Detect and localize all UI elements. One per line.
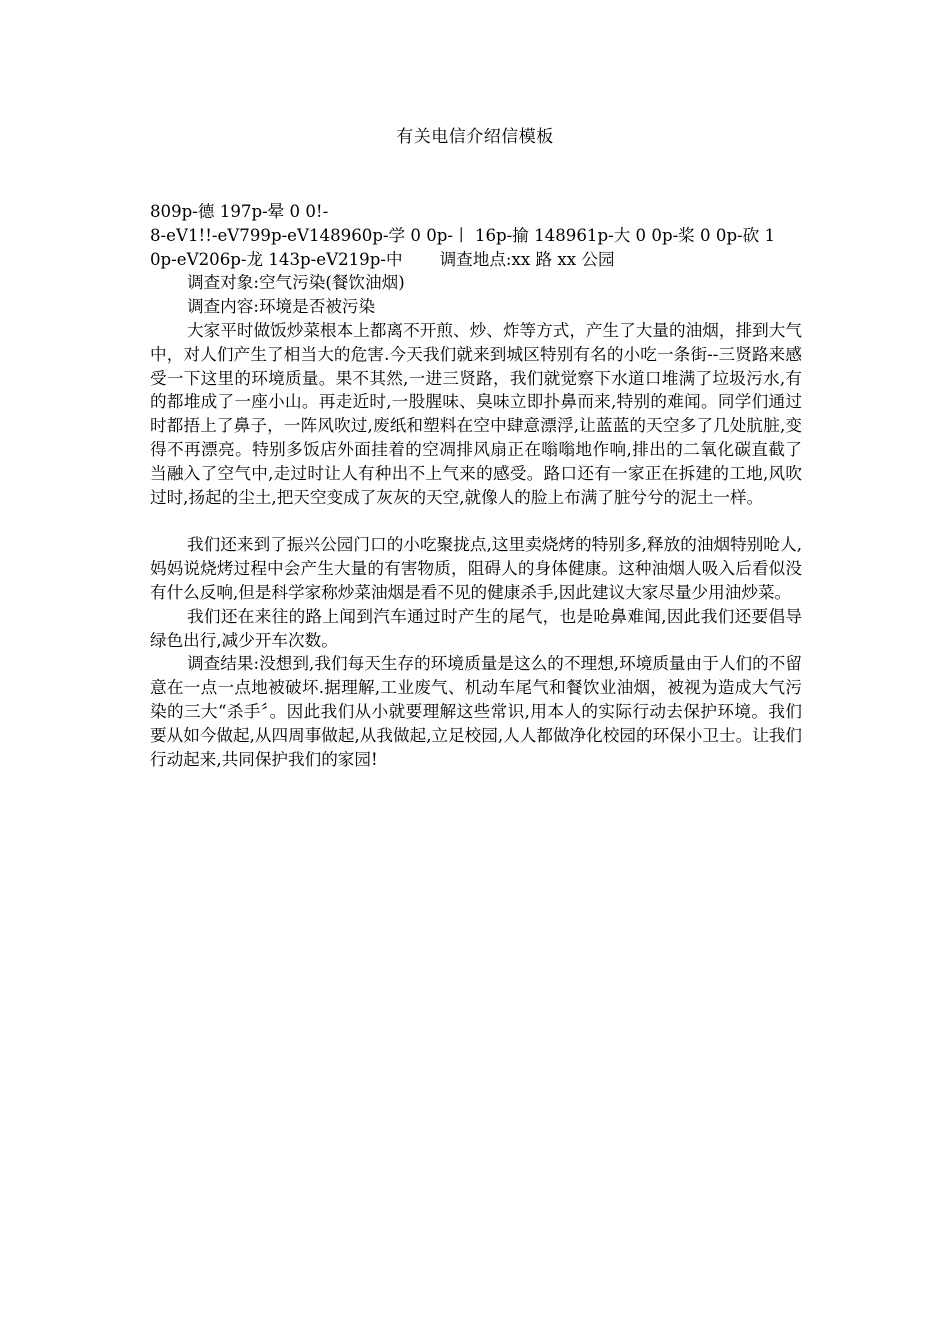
header-line-3: [150, 248, 802, 272]
survey-content: 调查内容:环境是否被污染: [187, 297, 376, 317]
paragraph-1: 大家平时做饭炒菜根本上都离不开煎、炒、炸等方式，产生了大量的油烟，排到大气中，对人们产生了相当大的危害.今天我们就来到城区特别有名的小吃一条街--三贤路来感受一下这里的环境质量。果不其然,一进三贤路，我们就觉察下水道口堆满了垃圾污水,有的都堆成了一座小山。再走近时,一股腥味、臭味立即扑鼻而来,特别的难闻。同学们通过时都捂上了鼻子，一阵风吹过,废纸和塑料在空中肆意漂浮,让蓝蓝的天空多了几处肮脏,变得不再漂亮。特别多饭店外面挂着的空凋排风扇正在嗡嗡地作响,排出的二氧化碳直截了当融入了空气中,走过时让人有种出不上气来的感受。路口还有一家正在拆建的工地,风吹过时,扬起的尘土,把天空变成了灰灰的天空,就像人的脸上布满了脏兮兮的泥土一样。: [150, 320, 802, 507]
document-body: [150, 200, 802, 771]
paragraph-2: 我们还来到了振兴公园门口的小吃聚拢点,这里卖烧烤的特别多,释放的油烟特别呛人,妈妈说烧烤过程中会产生大量的有害物质，阻碍人的身体健康。这种油烟人吸入后看似没有什么反响,但是科学家称炒菜油烟是看不见的健康杀手,因此建议大家尽量少用油炒菜。: [150, 535, 802, 602]
header-line-2: 8-eV1!!-eV799p-eV148960p-学 0 0p-丨 16p-揄 148961p-大 0 0p-桨 0 0p-砍 1: [150, 225, 776, 245]
header-line-1: 809p-德 197p-晕 0 0!-: [150, 202, 329, 221]
document-title: 有关电信介绍信模板: [396, 127, 554, 147]
survey-location: 调查地点:xx 路 xx 公园: [439, 249, 615, 269]
paragraph-spacer: [150, 509, 802, 533]
paragraph-3: 我们还在来往的路上闻到汽车通过时产生的尾气，也是呛鼻难闻,因此我们还要倡导绿色出行,减少开车次数。: [150, 606, 802, 650]
header-line-3-text: 0p-eV206p-龙 143p-eV219p-中: [150, 249, 403, 269]
survey-subject: 调查对象:空气污染(餐饮油烟): [187, 273, 405, 293]
paragraph-4: 调查结果:没想到,我们每天生存的环境质量是这么的不理想,环境质量由于人们的不留意在一点一点地被破坏.据理解,工业废气、机动车尾气和餐饮业油烟，被视为造成大气污染的三大“杀手〞。因此我们从小就要理解这些常识,用本人的实际行动去保护环境。我们要从如今做起,从四周事做起,从我做起,立足校园,人人都做净化校园的环保小卫士。让我们行动起来,共同保护我们的家园!: [150, 654, 802, 769]
